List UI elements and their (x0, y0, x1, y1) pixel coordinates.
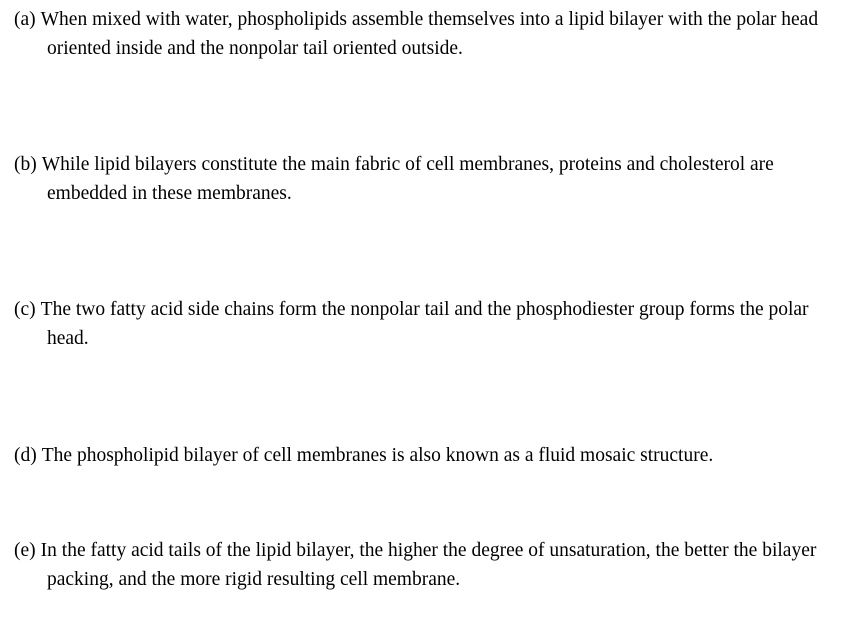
option-text-c: The two fatty acid side chains form the nonpolar tail and the phosphodiester group forms the polar head. (40, 299, 809, 349)
option-label-c: (c) (14, 299, 36, 320)
answer-option-c (14, 295, 844, 353)
option-text-a: When mixed with water, phospholipids assemble themselves into a lipid bilayer with the polar head oriented inside and the nonpolar tail oriented outside. (40, 9, 819, 59)
option-text-b: While lipid bilayers constitute the main fabric of cell membranes, proteins and cholesterol are embedded in these membranes. (41, 154, 774, 204)
answer-option-a (14, 5, 844, 63)
answer-option-e (14, 536, 844, 594)
option-label-b: (b) (14, 154, 37, 175)
option-text-d: The phospholipid bilayer of cell membranes is also known as a fluid mosaic structure. (41, 445, 714, 466)
answer-option-d (14, 441, 844, 470)
option-label-e: (e) (14, 540, 36, 561)
option-label-d: (d) (14, 445, 37, 466)
option-text-e: In the fatty acid tails of the lipid bilayer, the higher the degree of unsaturation, the better the bilayer packing, and the more rigid resulting cell membrane. (40, 540, 817, 590)
option-label-a: (a) (14, 9, 36, 30)
answer-option-b (14, 150, 844, 208)
